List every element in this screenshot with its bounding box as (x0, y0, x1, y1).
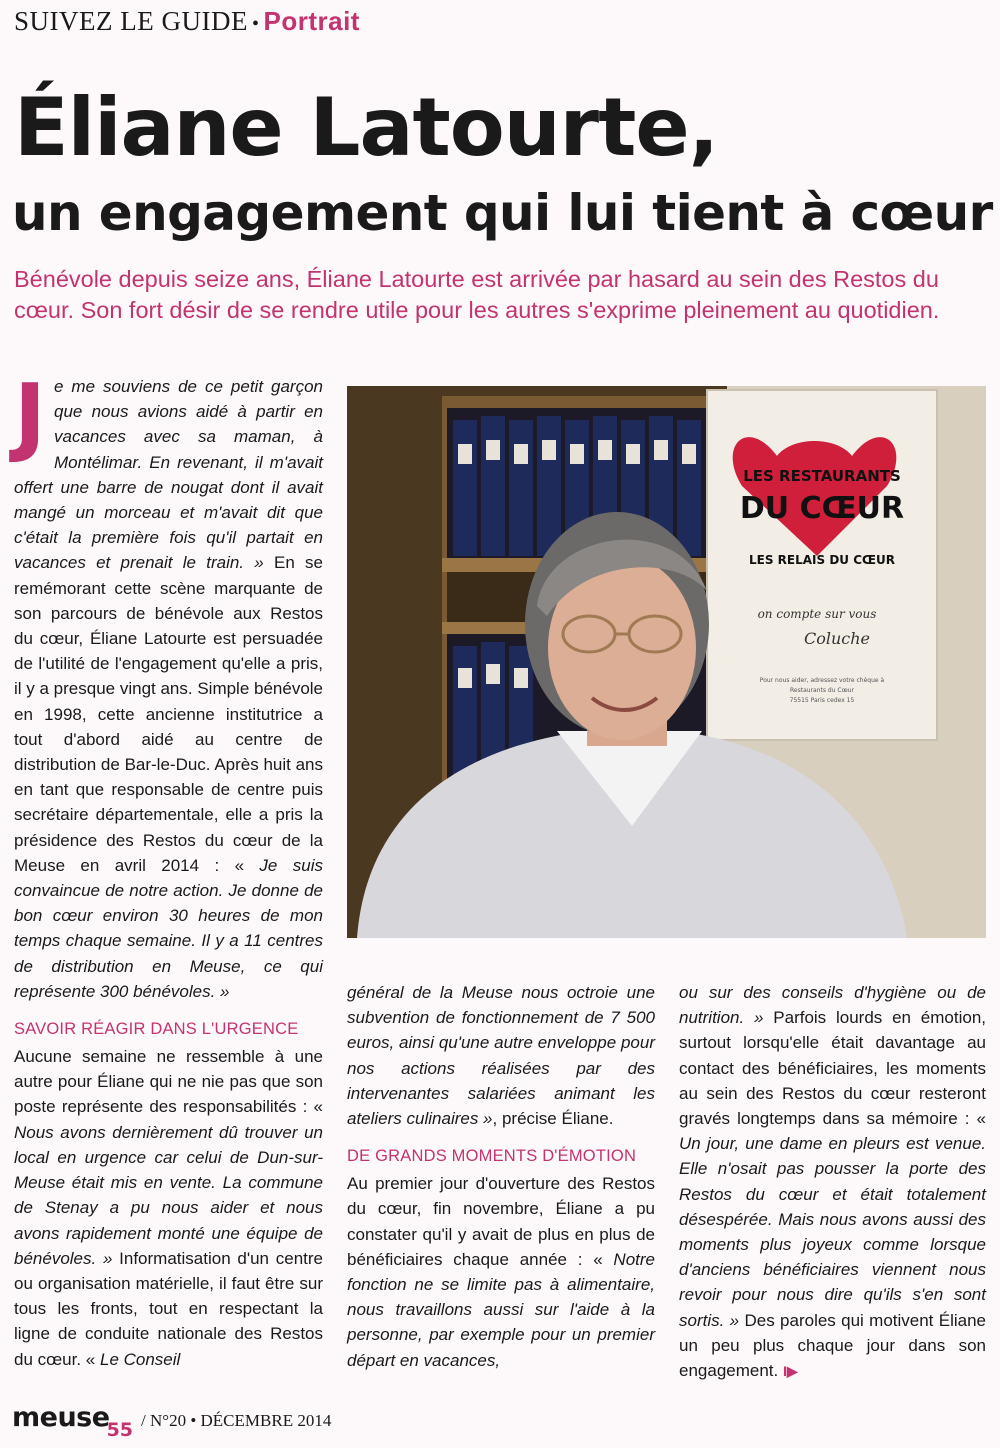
poster-fine-print-2: Restaurants du Cœur (790, 687, 854, 694)
poster-fine-print-1: Pour nous aider, adressez votre chèque à (759, 677, 885, 684)
issue-info: / N°20 • DÉCEMBRE 2014 (141, 1411, 332, 1430)
body-text: Des paroles qui motivent Éliane un peu plus chaque jour dans son engagement. (679, 1310, 986, 1381)
article-subtitle: un engagement qui lui tient à cœur (12, 184, 993, 242)
article-title: Éliane Latourte, (14, 81, 718, 174)
poster-signature: Coluche (803, 629, 871, 648)
magazine-brand-number: 55 (106, 1419, 134, 1441)
kicker-separator: • (251, 13, 260, 35)
magazine-brand: meuse (12, 1402, 110, 1433)
poster-title-3: LES RELAIS DU CŒUR (749, 553, 895, 567)
body-text: Aucune semaine ne ressemble à une autre pour Éliane qui ne nie pas que son poste représente des responsabilités : « (14, 1047, 323, 1117)
category-label: Portrait (263, 6, 360, 36)
drop-cap: J (14, 366, 46, 466)
quote-text: e me souviens de ce petit garçon que nous avions aidé à partir en vacances avec sa maman, à Montélimar. En revenant, il m'avait offert une barre de nougat dont il avait mangé un morceau et m'avait dit que c'était la première fois qu'il partait en vacances et prenait le train. » (14, 377, 323, 573)
text-column-1 (14, 366, 324, 1372)
poster-handwriting: on compte sur vous (757, 607, 877, 621)
paragraph (347, 980, 655, 1131)
poster-title-1: LES RESTAURANTS (743, 467, 901, 485)
portrait-illustration (347, 386, 986, 938)
quote-text: Le Conseil (99, 1349, 181, 1369)
quote-text: Je suis convaincue de notre action. Je donne de bon cœur environ 30 heures de mon temps chaque semaine. Il y a 11 centres de distribution en Meuse, ce qui représente 300 bénévoles. » (14, 855, 323, 1001)
text-column-3 (679, 980, 986, 1384)
poster-title-2: DU CŒUR (739, 491, 905, 526)
body-text: Au premier jour d'ouverture des Restos du cœur, fin novembre, Éliane a pu constater qu'il y avait de plus en plus de bénéficiaires chaque année : « (347, 1174, 655, 1269)
section-heading: SAVOIR RÉAGIR DANS L'URGENCE (14, 1020, 299, 1039)
quote-text: Notre fonction ne se limite pas à alimentaire, nous travaillons aussi sur l'aide à la personne, par exemple pour un premier départ en vacances, (347, 1249, 655, 1370)
body-text: En se remémorant cette scène marquante de son parcours de bénévole aux Restos du cœur, Éliane Latourte est persuadée de l'utilité de l'engagement qu'elle a pris, il y a presque vingt ans. Simple bénévole en 1998, cette ancienne institutrice a tout d'abord aidé au centre de distribution de Bar-le-Duc. Après huit ans en tant que responsable de centre puis secrétaire départementale, elle a pris la présidence des Restos du cœur de la Meuse en avril 2014 : « (14, 553, 324, 875)
quote-text: ou sur des conseils d'hygiène ou de nutrition. » (679, 983, 986, 1028)
section-heading: DE GRANDS MOMENTS D'ÉMOTION (347, 1147, 637, 1166)
text-column-2 (347, 980, 655, 1373)
end-mark-icon: I▶ (782, 1363, 798, 1380)
section-kicker (14, 6, 360, 37)
quote-text: général de la Meuse nous octroie une subvention de fonctionnement de 7 500 euros, ainsi qu'une autre enveloppe pour nos actions réalisées par des intervenantes salariées animant les ateliers culinaires » (347, 983, 655, 1129)
body-text: Informatisation d'un centre ou organisation matérielle, il faut être sur tous les fronts, tout en respectant la ligne de conduite nationale des Restos du cœur. « (14, 1248, 323, 1369)
poster-fine-print-3: 75515 Paris cedex 15 (789, 697, 855, 704)
section-label: SUIVEZ LE GUIDE (14, 6, 248, 36)
body-text: , précise Éliane. (492, 1109, 614, 1129)
paragraph (347, 1171, 655, 1373)
quote-text: Nous avons dernièrement dû trouver un local en urgence car celui de Dun-sur-Meuse était mis en vente. La commune de Stenay a pu nous aider et nous avons rapidement monté une équipe de bénévoles. » (14, 1122, 323, 1268)
portrait-photo (347, 386, 986, 938)
paragraph (679, 980, 986, 1384)
paragraph (14, 366, 324, 1004)
paragraph (14, 1044, 323, 1372)
page-footer (12, 1402, 332, 1441)
quote-text: Un jour, une dame en pleurs est venue. Elle n'osait pas pousser la porte des Restos du cœur et était totalement désespérée. Mais nous avons aussi des moments plus joyeux comme lorsque d'anciens bénéficiaires viennent nous revoir pour nous dire qu'ils s'en sont sortis. » (679, 1134, 986, 1330)
article-lead: Bénévole depuis seize ans, Éliane Latourte est arrivée par hasard au sein des Restos du cœur. Son fort désir de se rendre utile pour les autres s'exprime pleinement au quotidien. (14, 266, 940, 323)
body-text: Parfois lourds en émotion, surtout lorsqu'elle était davantage au contact des bénéficiaires, les moments au sein des Restos du cœur resteront gravés longtemps dans sa mémoire : « (679, 1008, 986, 1129)
